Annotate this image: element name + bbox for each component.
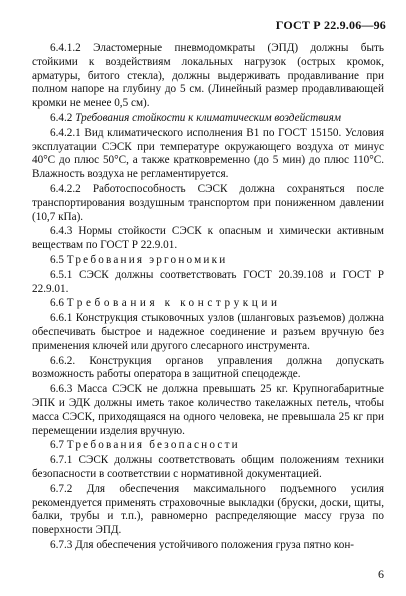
paragraph-6-4-2: 6.4.2 Требования стойкости к климатическим воздействиям <box>50 111 341 124</box>
paragraph-6-5-1: 6.5.1 СЭСК должны соответствовать ГОСТ 20.39.108 и ГОСТ Р 22.9.01. <box>32 268 384 295</box>
paragraph-6-7-3: 6.7.3 Для обеспечения устойчивого положения груза пятно кон- <box>50 538 355 551</box>
paragraph-6-7-1: 6.7.1 СЭСК должны соответствовать общим положениям техники безопасности в соответствии с нормативной документацией. <box>32 454 385 480</box>
paragraph-6-4-3: 6.4.3 Нормы стойкости СЭСК к опасным и химически активным веществам по ГОСТ Р 22.9.01. <box>32 225 384 252</box>
document-header: ГОСТ Р 22.9.06—96 <box>275 18 386 32</box>
paragraph-6-6-1: 6.6.1 Конструкция стыковочных узлов (шланговых разъемов) должна обеспечивать быстрое и надежное соединение и разъем вручную без применения ключей или другого слесарного инструмента. <box>32 312 385 352</box>
paragraph-6-4-1-2: 6.4.1.2 Эластомерные пневмодомкраты (ЭПД) должны быть стойкими к воздействиям локальных нагрузок (острых кромок, арматуры, битого стекла), должны выдерживать продавливание при полном напоре на глубину до 5 см. (Линейный размер продавливающей кромки не менее 0,5 см). <box>32 42 385 110</box>
section-heading-6-5: 6.5 Требования эргономики <box>50 253 228 266</box>
page-number: 6 <box>378 567 384 581</box>
paragraph-6-4-2-2: 6.4.2.2 Работоспособность СЭСК должна сохраняться после транспортирования воздушным транспортом при пониженном давлении (10,7 кПа). <box>32 182 384 223</box>
paragraph-6-6-3: 6.6.3 Масса СЭСК не должна превышать 25 кг. Крупногабаритные ЭПК и ЭДК должны иметь такое количество такелажных петель, чтобы масса СЭСК, приходящаяся на одного человека, не превышала 25 кг при перемещении изделия вручную. <box>32 383 385 437</box>
section-heading-6-6: 6.6 Требования к конструкции <box>50 297 281 310</box>
paragraph-6-7-2: 6.7.2 Для обеспечения максимального подъемного усилия рекомендуется применять страховочные выкладки (бруски, доски, щиты, балки, трубы и т.п.), равномерно распределяющие массу груза по поверхности ЭПД. <box>32 482 385 537</box>
document-body <box>32 42 384 553</box>
paragraph-6-4-2-1: 6.4.2.1 Вид климатического исполнения В1 по ГОСТ 15150. Условия эксплуатации СЭСК при температуре окружающего воздуха от минус 40°С до плюс 50°С, а также кратковременно (до 5 мин) до плюс 110°С. Влажность воздуха не регламентируется. <box>32 126 385 181</box>
paragraph-6-6-2: 6.6.2. Конструкция органов управления должна допускать возможность работы оператора в защитной спецодежде. <box>32 354 385 381</box>
section-heading-6-7: 6.7 Требования безопасности <box>50 439 240 452</box>
